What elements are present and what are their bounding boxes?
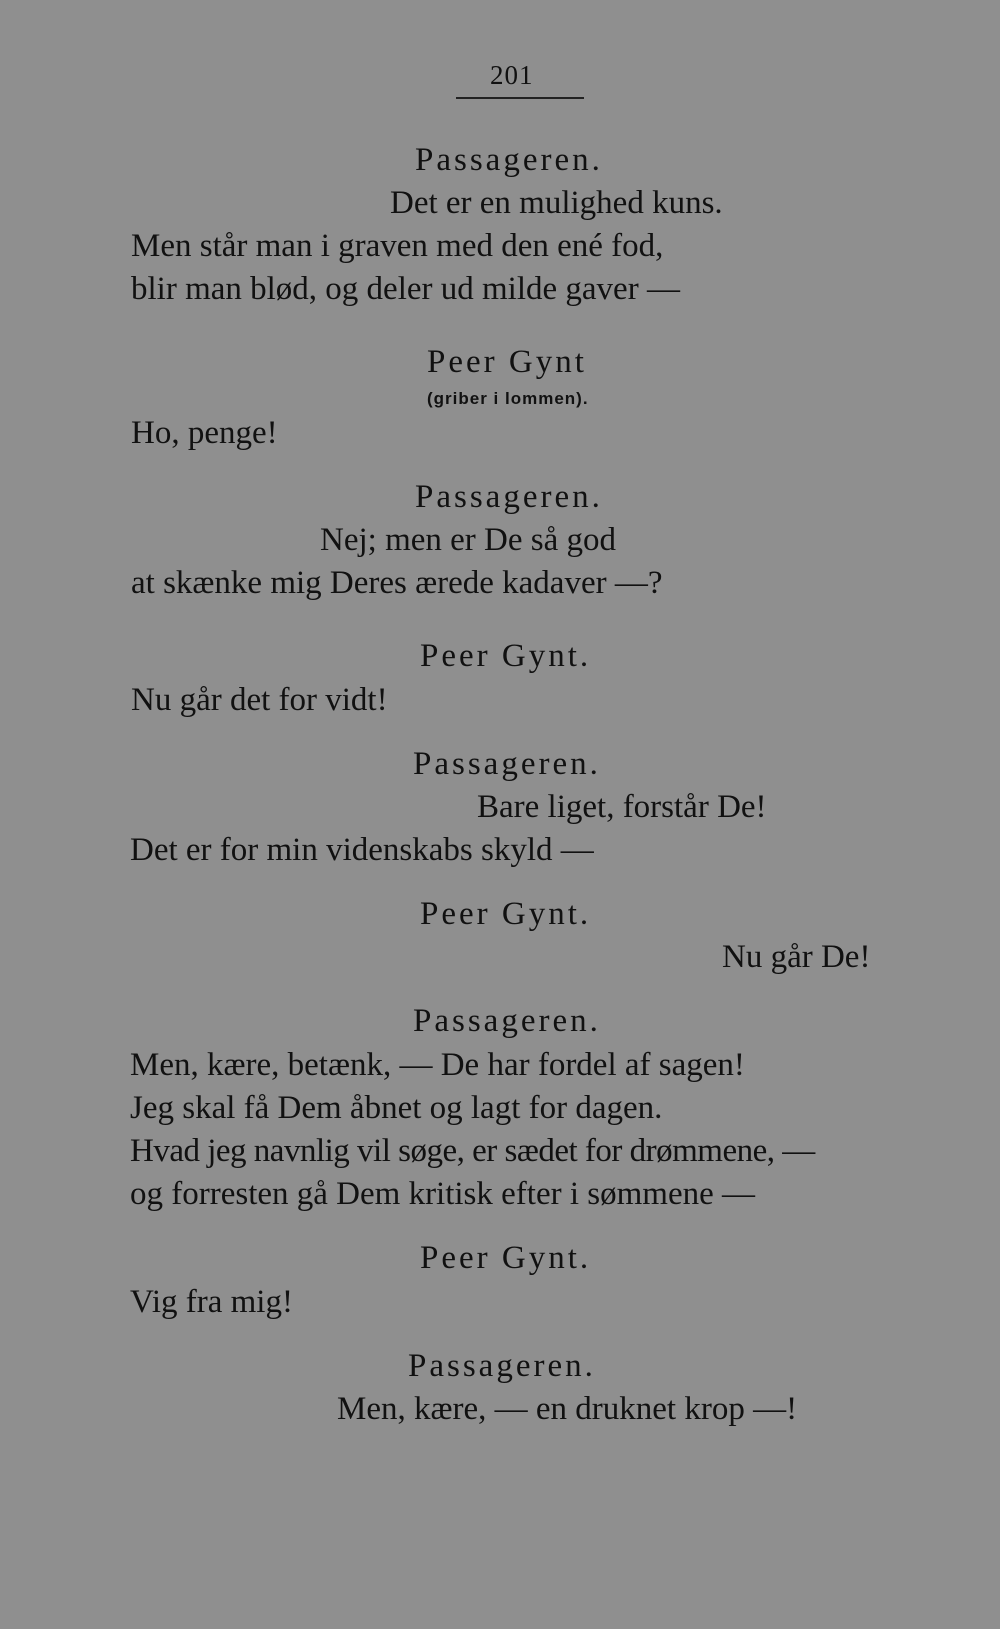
speaker-passageren: Passageren. <box>415 142 603 178</box>
speaker-passageren: Passageren. <box>415 479 603 515</box>
speaker-peer-gynt: Peer Gynt. <box>420 896 592 932</box>
page-number: 201 <box>490 60 534 90</box>
verse-line: Nej; men er De så god <box>320 522 616 558</box>
verse-line: Men, kære, betænk, — De har fordel af sagen! <box>130 1047 745 1083</box>
verse-line: og forresten gå Dem kritisk efter i sømmene — <box>130 1176 755 1212</box>
speaker-peer-gynt: Peer Gynt. <box>420 1240 592 1276</box>
verse-line: blir man blød, og deler ud milde gaver — <box>131 271 680 307</box>
speaker-passageren: Passageren. <box>408 1348 596 1384</box>
verse-line: Hvad jeg navnlig vil søge, er sædet for drømmene, — <box>130 1133 815 1169</box>
verse-line: Jeg skal få Dem åbnet og lagt for dagen. <box>130 1090 663 1126</box>
verse-line: Ho, penge! <box>131 415 278 451</box>
speaker-passageren: Passageren. <box>413 746 601 782</box>
verse-line: Det er en mulighed kuns. <box>390 185 723 221</box>
verse-line: Nu går det for vidt! <box>131 682 388 718</box>
page-number-rule <box>456 97 584 99</box>
verse-line: at skænke mig Deres ærede kadaver —? <box>131 565 663 601</box>
verse-line: Nu går De! <box>722 939 871 975</box>
verse-line: Det er for min videnskabs skyld — <box>130 832 594 868</box>
speaker-passageren: Passageren. <box>413 1003 601 1039</box>
stage-direction: (griber i lommen). <box>427 389 589 408</box>
verse-line: Vig fra mig! <box>130 1284 293 1320</box>
speaker-peer-gynt: Peer Gynt <box>427 344 587 380</box>
verse-line: Men står man i graven med den ené fod, <box>131 228 664 264</box>
verse-line: Men, kære, — en druknet krop —! <box>337 1391 798 1427</box>
speaker-peer-gynt: Peer Gynt. <box>420 638 592 674</box>
verse-line: Bare liget, forstår De! <box>477 789 767 825</box>
